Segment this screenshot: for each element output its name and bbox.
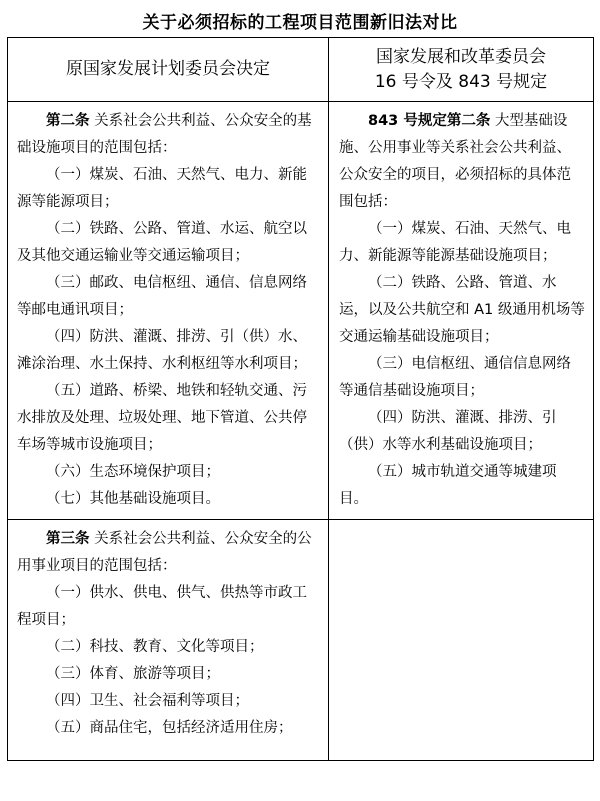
- header-old-label: 原国家发展计划委员会决定: [66, 59, 270, 79]
- list-item: （五）商品住宅，包括经济适用住房；: [46, 720, 293, 736]
- document-title: 关于必须招标的工程项目范围新旧法对比: [142, 13, 458, 33]
- header-cell-old: [8, 38, 329, 102]
- article-label: 第二条: [46, 113, 90, 129]
- article-label: 第三条: [46, 531, 90, 547]
- list-item: （七）其他基础设施项目。: [46, 491, 220, 507]
- article-label: 843 号规定第二条: [368, 113, 491, 129]
- article-paragraph: [339, 108, 585, 216]
- list-item: （二）铁路、公路、管道、水运，以及公共航空和 A1 级通用机场等交通运输基础设施项目；: [339, 275, 585, 345]
- list-item: （六）生态环境保护项目；: [46, 464, 220, 480]
- list-item: （三）电信枢纽、通信信息网络等通信基础设施项目；: [339, 356, 571, 399]
- article-paragraph: [17, 526, 319, 580]
- cell-new-article-3-empty: [329, 520, 594, 761]
- article-intro: 关系社会公共利益、公众安全的公用事业项目的范围包括：: [17, 531, 312, 574]
- list-item: （四）卫生、社会福利等项目；: [46, 693, 249, 709]
- table-row-article-2: [8, 102, 594, 520]
- table-header-row: [8, 38, 594, 102]
- header-new-line2: 16 号令及 843 号规定: [374, 71, 548, 92]
- article-paragraph: [17, 108, 319, 162]
- list-item: （二）科技、教育、文化等项目；: [46, 639, 264, 655]
- list-item: （一）煤炭、石油、天然气、电力、新能源等能源基础设施项目；: [339, 221, 571, 264]
- header-cell-new: [329, 38, 594, 102]
- list-item: （四）防洪、灌溉、排涝、引（供）水等水利基础设施项目；: [339, 410, 557, 453]
- header-new-line1: 国家发展和改革委员会: [376, 46, 546, 67]
- article-intro: 大型基础设施、公用事业等关系社会公共利益、公众安全的项目，必须招标的具体范围包括：: [339, 113, 571, 210]
- list-item: （一）供水、供电、供气、供热等市政工程项目；: [17, 585, 307, 628]
- list-item: （五）道路、桥梁、地铁和轻轨交通、污水排放及处理、垃圾处理、地下管道、公共停车场等城市设施项目；: [17, 383, 307, 453]
- list-item: （三）邮政、电信枢纽、通信、信息网络等邮电通讯项目；: [17, 275, 307, 318]
- list-item: （一）煤炭、石油、天然气、电力、新能源等能源项目；: [17, 167, 307, 210]
- cell-old-article-2: [8, 102, 329, 520]
- list-item: （四）防洪、灌溉、排涝、引（供）水、滩涂治理、水土保持、水利枢纽等水利项目；: [17, 329, 307, 372]
- list-item: （五）城市轨道交通等城建项目。: [339, 464, 557, 507]
- comparison-table: [7, 37, 594, 761]
- article-intro: 关系社会公共利益、公众安全的基础设施项目的范围包括：: [17, 113, 312, 156]
- list-item: （二）铁路、公路、管道、水运、航空以及其他交通运输业等交通运输项目；: [17, 221, 307, 264]
- cell-old-article-3: [8, 520, 329, 761]
- cell-new-article-2: [329, 102, 594, 520]
- list-item: （三）体育、旅游等项目；: [46, 666, 220, 682]
- table-row-article-3: [8, 520, 594, 761]
